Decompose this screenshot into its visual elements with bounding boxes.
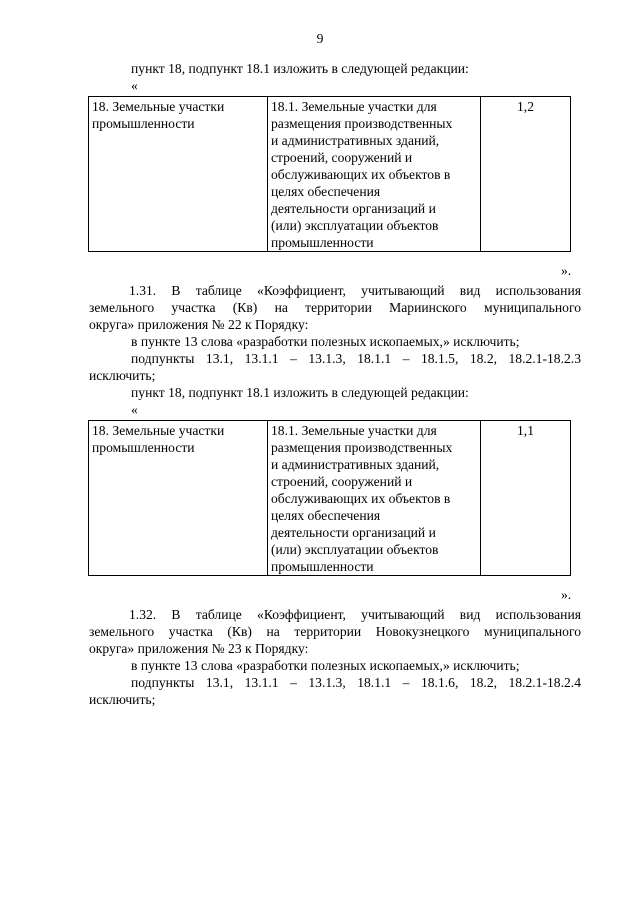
- coefficient-cell: 1,2: [481, 97, 571, 252]
- coefficient-cell: 1,1: [481, 421, 571, 576]
- land-use-cell: 18.1. Земельные участки для размещения производственных и административных зданий, строений, сооружений и обслуживающих их объектов в целях обеспечения деятельности организаций и (или) эксплуатации объектов промышленности: [268, 421, 481, 576]
- table-row: [89, 97, 571, 252]
- open-quote-2: «: [131, 402, 138, 417]
- amendment-intro-2: пункт 18, подпункт 18.1 изложить в следующей редакции:: [131, 385, 469, 400]
- land-use-cell: 18.1. Земельные участки для размещения производственных и административных зданий, строений, сооружений и обслуживающих их объектов в целях обеспечения деятельности организаций и (или) эксплуатации объектов промышленности: [268, 97, 481, 252]
- section-1-32-item-1: в пункте 13 слова «разработки полезных ископаемых,» исключить;: [131, 658, 520, 673]
- amendment-table-1: [88, 96, 571, 252]
- table-row: [89, 421, 571, 576]
- land-category-cell: 18. Земельные участки промышленности: [89, 97, 268, 252]
- page-number: 9: [316, 31, 324, 46]
- amendment-table-2: [88, 420, 571, 576]
- section-1-32-item-2: подпункты 13.1, 13.1.1 – 13.1.3, 18.1.1 – 18.1.6, 18.2, 18.2.1-18.2.4 исключить;: [89, 675, 581, 707]
- amendment-intro-1: пункт 18, подпункт 18.1 изложить в следующей редакции:: [131, 61, 469, 76]
- close-quote-1: ».: [561, 263, 572, 278]
- open-quote-1: «: [131, 78, 138, 93]
- land-category-cell: 18. Земельные участки промышленности: [89, 421, 268, 576]
- section-1-31-item-1: в пункте 13 слова «разработки полезных ископаемых,» исключить;: [131, 334, 520, 349]
- section-1-31-paragraph: 1.31. В таблице «Коэффициент, учитывающий вид использования земельного участка (Кв) на территории Мариинского муниципального округа» приложения № 22 к Порядку:: [89, 283, 581, 332]
- close-quote-2: ».: [561, 587, 572, 602]
- section-1-31-item-2: подпункты 13.1, 13.1.1 – 13.1.3, 18.1.1 – 18.1.5, 18.2, 18.2.1-18.2.3 исключить;: [89, 351, 581, 383]
- section-1-32-paragraph: 1.32. В таблице «Коэффициент, учитывающий вид использования земельного участка (Кв) на территории Новокузнецкого муниципального округа» приложения № 23 к Порядку:: [89, 607, 581, 656]
